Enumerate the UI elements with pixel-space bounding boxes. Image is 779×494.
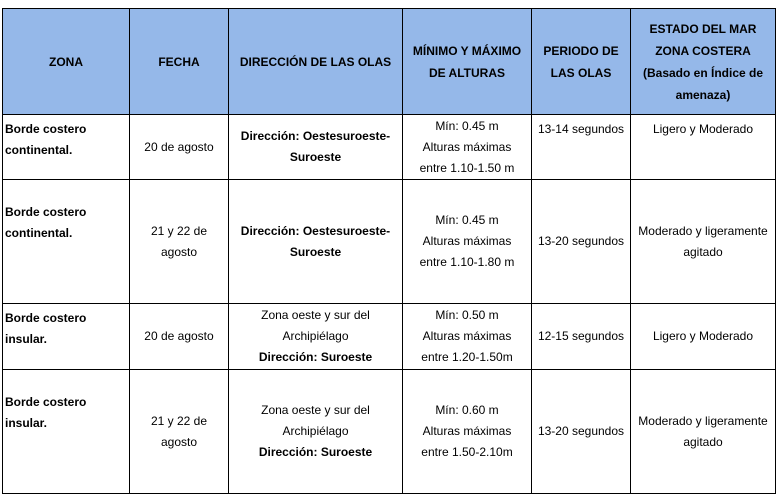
cell-alturas xyxy=(403,115,532,180)
direccion-value: Dirección: Suroeste xyxy=(258,445,373,459)
cell-estado: Ligero y Moderado xyxy=(631,304,776,370)
alturas-min: Mín: 0.45 m xyxy=(435,213,499,227)
cell-alturas xyxy=(403,370,532,494)
header-fecha: FECHA xyxy=(130,9,229,115)
alturas-range: entre 1.20-1.50m xyxy=(421,350,513,364)
cell-fecha: 21 y 22 de agosto xyxy=(130,370,229,494)
table-header xyxy=(3,9,776,115)
cell-zona: Borde costero insular. xyxy=(3,304,130,370)
table-body xyxy=(3,115,776,494)
cell-direccion xyxy=(229,304,403,370)
table-row xyxy=(3,115,776,180)
alturas-label: Alturas máximas xyxy=(422,329,512,343)
direccion-zone: Zona oeste y sur del Archipiélago xyxy=(261,308,370,343)
cell-alturas xyxy=(403,304,532,370)
direccion-zone: Zona oeste y sur del Archipiélago xyxy=(261,403,370,438)
cell-direccion xyxy=(229,370,403,494)
cell-estado: Ligero y Moderado xyxy=(631,115,776,180)
table-row xyxy=(3,180,776,304)
header-periodo: PERIODO DE LAS OLAS xyxy=(532,9,631,115)
cell-periodo: 13-20 segundos xyxy=(532,370,631,494)
alturas-label: Alturas máximas xyxy=(422,139,512,154)
header-alturas: MÍNIMO Y MÁXIMO DE ALTURAS xyxy=(403,9,532,115)
cell-fecha: 20 de agosto xyxy=(130,304,229,370)
cell-periodo: 13-20 segundos xyxy=(532,180,631,304)
header-row xyxy=(3,9,776,115)
alturas-label: Alturas máximas xyxy=(422,424,512,438)
alturas-min: Mín: 0.50 m xyxy=(435,308,499,322)
cell-zona: Borde costero continental. xyxy=(3,115,130,180)
cell-direccion: Dirección: Oestesuroeste-Suroeste xyxy=(229,115,403,180)
alturas-min: Mín: 0.45 m xyxy=(435,118,499,133)
cell-direccion: Dirección: Oestesuroeste-Suroeste xyxy=(229,180,403,304)
alturas-range: entre 1.50-2.10m xyxy=(421,445,513,459)
cell-periodo: 13-14 segundos xyxy=(532,115,631,180)
table-row xyxy=(3,304,776,370)
table-row xyxy=(3,370,776,494)
alturas-label: Alturas máximas xyxy=(422,234,512,248)
alturas-range: entre 1.10-1.80 m xyxy=(419,255,515,269)
cell-zona: Borde costero continental. xyxy=(3,180,130,304)
header-estado: ESTADO DEL MAR ZONA COSTERA (Basado en Índice de amenaza) xyxy=(631,9,776,115)
wave-forecast-table xyxy=(2,8,776,494)
cell-estado: Moderado y ligeramente agitado xyxy=(631,370,776,494)
header-zona: ZONA xyxy=(3,9,130,115)
cell-fecha: 21 y 22 de agosto xyxy=(130,180,229,304)
cell-zona: Borde costero insular. xyxy=(3,370,130,494)
cell-fecha: 20 de agosto xyxy=(130,115,229,180)
alturas-range: entre 1.10-1.50 m xyxy=(419,160,515,175)
cell-alturas xyxy=(403,180,532,304)
cell-periodo: 12-15 segundos xyxy=(532,304,631,370)
direccion-value: Dirección: Suroeste xyxy=(258,350,373,364)
header-direccion: DIRECCIÓN DE LAS OLAS xyxy=(229,9,403,115)
alturas-min: Mín: 0.60 m xyxy=(435,403,499,417)
cell-estado: Moderado y ligeramente agitado xyxy=(631,180,776,304)
